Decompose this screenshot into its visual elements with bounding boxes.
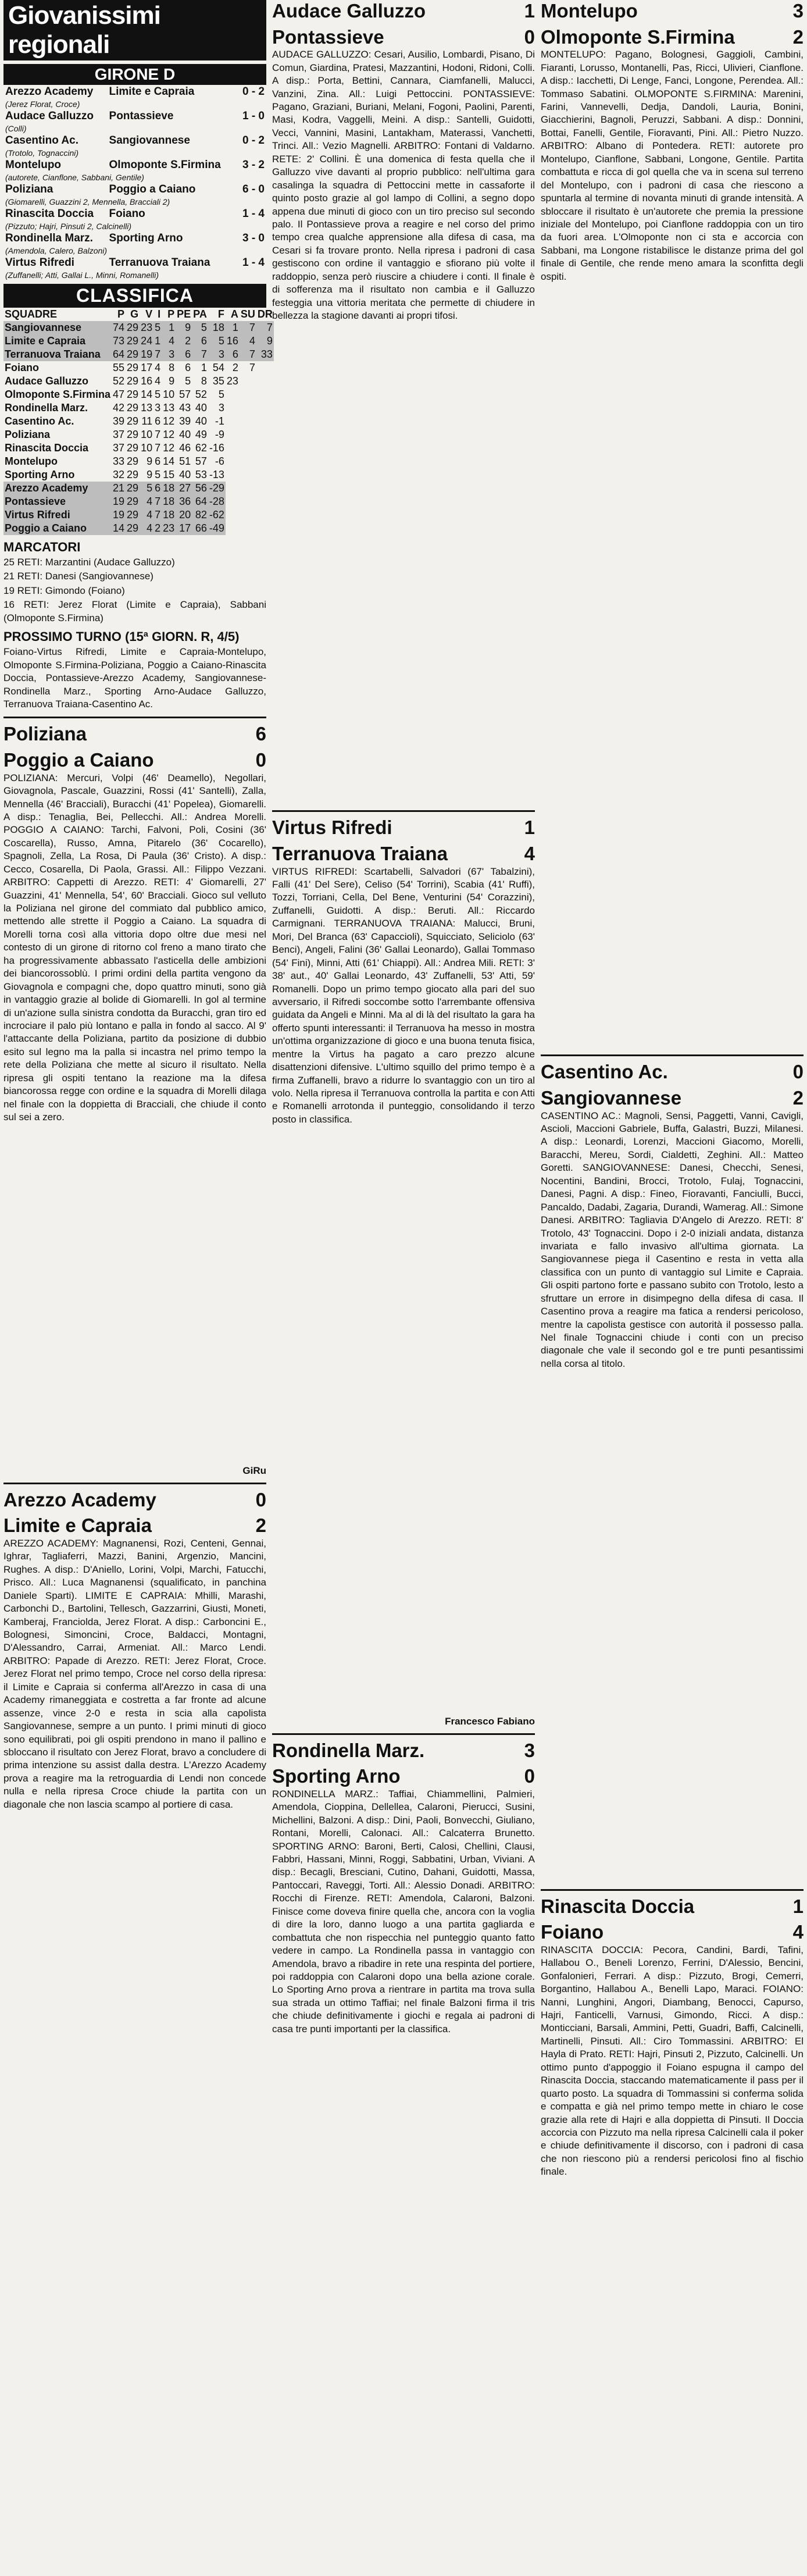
standings-row: Audace Galluzzo 52 29 16 4 9 5 8 35 23: [5, 375, 238, 387]
result-scorers: (Colli): [5, 124, 27, 133]
signature-poliziana: GiRu: [242, 1465, 266, 1476]
standings-header-cell: I: [158, 308, 161, 320]
headline-galluzzo: Audace Galluzzo 1: [272, 0, 535, 22]
article-doccia: RINASCITA DOCCIA: Pecora, Candini, Bardi, Tafini, Hallabou O., Beneli Lorenzo, Ferrini, D'Alessio, Bencini, Gonfalonieri, Ferrari. A disp.: Pizzuto, Brogi, Cemerri, Borgantino, Hallabou A., Benelli Lapo, Maraci. FOIANO: Nanni, Lunghini, Angori, Diambang, Benocci, Capurso, Hajri, Fanticelli, Varnusi, Gimondo, Ricci. A disp.: Monticciani, Barsali, Ammini, Petti, Guadri, Baffi, Calcinelli, Martinelli, Pinsuti. All.: Ciro Tommassini. ARBITRO: El Hayla di Prato. RETI: Hajri, Pinsuti 2, Pizzuto, Calcinelli. Un ottimo punto d'appoggio il Foiano espugna il campo del Rinascita Doccia, staccando matematicamente il pass per il quarto posto. La squadra di Tommassini si conferma solida e compatta e già nel primo tempo mette in chiaro le cose grazie alla rete di Hajri e alla doppietta di Pinsuti. Il Doccia accorcia con Pizzuto ma nella ripresa Calcinelli cala il poker e chiude definitivamente il discorso, con i padroni di casa che non riescono più a rendersi pericolosi fino al fischio finale.: [541, 1944, 804, 2178]
standings-row: Olmoponte S.Firmina 47 29 14 5 10 57 52 5: [5, 389, 224, 400]
standings-row: Sangiovannese 74 29 23 5 1 9 5 18 1 7 7: [5, 322, 273, 333]
result-row: Casentino Ac. Sangiovannese 0 - 2: [5, 134, 265, 147]
headline-virtus: Virtus Rifredi 1: [272, 817, 535, 839]
result-row: Montelupo Olmoponte S.Firmina 3 - 2: [5, 159, 265, 171]
standings-row: Sporting Arno 32 29 9 5 15 40 53 -13: [5, 469, 224, 480]
result-scorers: (Jerez Florat, Croce): [5, 99, 80, 109]
marcatori-line: 25 RETI: Marzantini (Audace Galluzzo): [3, 557, 175, 568]
result-scorers: (Giomarelli, Guazzini 2, Mennella, Bracciali 2): [5, 197, 170, 206]
result-row: Audace Galluzzo Pontassieve 1 - 0: [5, 110, 265, 122]
result-scorers: (autorete, Cianflone, Sabbani, Gentile): [5, 173, 144, 182]
standings-row: Poliziana 37 29 10 7 12 40 49 -9: [5, 429, 224, 440]
standings-header-cell: DR: [257, 308, 273, 320]
result-scorers: (Pizzuto; Hajri, Pinsuti 2, Calcinelli): [5, 222, 132, 231]
headline-doccia: Rinascita Doccia 1: [541, 1895, 804, 1917]
result-row: Rinascita Doccia Foiano 1 - 4: [5, 208, 265, 220]
article-virtus: VIRTUS RIFREDI: Scartabelli, Salvadori (67' Tabalzini), Falli (41' Del Sere), Celiso (54' Torrini), Scabia (41' Ruffi), Tozzi, Torriani, Cella, Del Bene, Venturini (54' Corazzini), Zuffanelli, Guidotti. A disp.: Beruti. All.: Riccardo Carmignani. TERRANUOVA TRAIANA: Malucci, Bruni, Mori, Del Branca (63' Capaccioli), Squicciato, Seliciolo (63' Benci), Angeli, Falini (36' Gallai Leonardo), Gallai Tommaso (54' Fini), Minni, Atti (61' Chiappi). All.: Andrea Mili. RETI: 3' 38' aut., 40' Gallai Leonardo, 43' Zuffanelli, 53' Atti, 59' Romanelli. Dopo un primo tempo giocato alla pari del suo avversario, il Rifredi soccombe sotto l'arrembante offensiva guidata da Angeli e Minni. Ma al di là del risultato la gara ha offerto spunti interessanti: il Terranuova ha messo in mostra un'ottima organizzazione di gioco e una buona tenuta fisica, mentre la Virtus ha pagato a caro prezzo alcune disattenzioni difensive. L'ultimo squillo del primo tempo è a firma Zuffanelli, bravo a ridurre lo svantaggio con un tiro al volo. Nella ripresa il Terranuova controlla la partita e con Atti e Romanelli arrotonda il punteggio, consolidando il terzo posto in classifica.: [272, 865, 535, 1125]
standings-row: Terranuova Traiana 64 29 19 7 3 6 7 3 6 7 33: [5, 348, 273, 360]
marcatori-title: MARCATORI: [3, 540, 81, 554]
result-scorers: (Amendola, Calero, Balzoni): [5, 246, 108, 255]
standings-header-cell: G: [130, 308, 139, 320]
standings-table: [3, 308, 274, 535]
standings-row: Montelupo 33 29 9 6 14 51 57 -6: [5, 455, 224, 467]
result-scorers: (Trotolo, Tognaccini): [5, 148, 79, 158]
prossimo-text: Foiano-Virtus Rifredi, Limite e Capraia-Montelupo, Olmoponte S.Firmina-Poliziana, Poggio a Caiano-Rinascita Doccia, Pontassieve-Arezzo Academy, Sangiovannese-Rondinella Marz., Sporting Arno-Audace Galluzzo, Terranuova Traiana-Casentino Ac.: [3, 646, 266, 710]
column-left: Giovanissimi regionali GIRONE D Arezzo Academy Limite e Capraia 0 - 2 (Jerez Florat, Croce) Audace Galluzzo Pontassieve 1 - 0 (Colli) Casentino Ac. Sangiovannese 0 - 2 (Trotolo, Tognaccini) Montelupo Olmoponte S.Firmina 3 - 2 (autorete, Cianflone, Sabbani, Gentile) Poliziana Poggio a Caiano 6 - 0 (Giomarelli, Guazzini 2, Mennella, Bracciali 2) Rinascita Doccia Foiano 1 - 4 (Pizzuto; Hajri, Pinsuti 2, Calcinelli) Rondinella Marz. Sporting Arno 3 - 0 (Amendola, Calero, Balzoni) Virtus Rifredi Terranuova Traiana 1 - 4 (Zuffanelli; Atti, Gallai L., Minni, Romanelli) CLASSIFICA SQUADRE P G V I P PE PA F A SU DR Sangiovannese 74 29 23 5 1 9 5 18 1 7 7 Limite e Capraia 73 29 24 1 4 2 6 5 16 4 9 Terranuova Traiana 64 29 19 7 3 6 7 3 6 7 33 Foiano 55 29 17 4 8 6 1 54 2 7 Audace Galluzzo 52 29 16 4 9 5 8 35 23 Olmoponte S.Firmina 47 29 14 5 10 57 52 5 Rondinella Marz. 42 29 13 3 13 43 40 3 Casentino Ac. 39 29 11 6 12 39 40 -1 Poliziana 37 29 10 7 12 40 49 -9 Rinascita Doccia 37 29 10 7 12 46 62 -16 Montelupo 33 29 9 6 14 51 57 -6 Sporting Arno 32 29 9 5 15 40 53 -13 Arezzo Academy 21 29 5 6 18 27 56 -29 Pontassieve 19 29 4 7 18 36 64 -28 Virtus Rifredi 19 29 4 7 18 20 82 -62 Poggio a Caiano 14 29 4 2 23 17 66 -49 MARCATORI 25 RETI: Marzantini (Audace Galluzzo) 21 RETI: Danesi (Sangiovannese) 19 RETI: Gimondo (Foiano) 16 RETI: Jerez Florat (Limite e Capraia), Sabbani (Olmoponte S.Firmina) PROSSIMO TURNO (15ª GIORN. R, 4/5) Foiano-Virtus Rifredi, Limite e Capraia-Montelupo, Olmoponte S.Firmina-Poliziana, Poggio a Caiano-Rinascita Doccia, Pontassieve-Arezzo Academy, Sangiovannese-Rondinella Marz., Sporting Arno-Audace Galluzzo, Terranuova Traiana-Casentino Ac. Poliziana 6 Poggio a Caiano 0 POLIZIANA: Mercuri, Volpi (46' Deamello), Negollari, Giovagnola, Pascale, Guazzini, Rossi (41' Santelli), Zalla, Mennella (46' Bracciali), Buracchi (41' Popelea), Giomarelli. A disp.: Tenaglia, Bei, Pellecchi. All.: Andrea Morelli. POGGIO A CAIANO: Tarchi, Falvoni, Poli, Cosini (36' Coscarella), Russo, Amna, Pitarelo (36' Cocarello), Spagnoli, Zella, La Rosa, Di Paula (36' Cristo). A disp.: Cecco, Cosarella, Di Paola, Grassi. All.: Filippo Vezzani. ARBITRO: Cappetti di Arezzo. RETI: 4' Giomarelli, 27' Guazzini, 41' Mennella, 54', 60' Bracciali. Gioco sul velluto la Poliziana nel girone del commiato dal pubblico amico, mettendo alle strette il Poggio a Caiano. La squadra di Morelli torna così alla vittoria dopo oltre due mesi nel contesto di un girone di ritorno col freno a mano tirato che ha progressivamente abbassato l'asticella delle ambizioni dei biancorossoblù. I primi ordini della partita vengono da Giovagnola e compagni che, dopo quattro minuti, sono già in vantaggio grazie al bolide di Giomarelli. In gol al termine di un'azione sulla sinistra condotta da Buracchi, gran tiro ed incrociare il palo più lontano e palla in fondo al sacco. Al 9' l'attaccante della Poliziana, partito da posizione di dubbio esito sul legno ma la palla si incastra nel primo tempo la rete della Poliziana che mette al sicuro il risultato. Nella ripresa gli ospiti tentano la reazione ma la difesa biancorossa regge con ordine e la squadra di Morelli dilaga nel finale con la doppietta di Bracciali, che chiude il conto sul sei a zero. GiRu Arezzo Academy 0 Limite e Capraia 2 AREZZO ACADEMY: Magnanensi, Rozi, Centeni, Gennai, Ighrar, Tagliaferri, Mazzi, Banini, Argenzio, Mancini, Rughes. A disp.: D'Aniello, Lorini, Volpi, Marchi, Fatucchi, Prisco. All.: Luca Magnanensi (squalificato, in panchina Daniele Sparti). LIMITE E CAPRAIA: Mhilli, Marashi, Carbonchi D., Bartolini, Tellesch, Gazzarrini, Giusti, Moneti, Kamberaj, Franciolda, Jerez Florat. A disp.: Carboncini E., Bolognesi, Simoncini, Croce, Baldacci, Montagni, D'Alessandro, Carrai, Armeniat. All.: Marco Lendi. ARBITRO: Papade di Arezzo. RETI: Jerez Florat, Croce. Jerez Florat nel primo tempo, Croce nel corso della ripresa: il Limite e Capraia si conferma all'Arezzo in casa di una Academy rimaneggiata e costretta a far fronte ad alcune assenze, vince 2-0 e resta in scia alla capolista Sangiovannese, sempre a un punto. I primi minuti di gioco sono equilibrati, poi gli ospiti prendono in mano il pallino e sbloccano il risultato con Jerez Florat, bravo a concludere di prima intenzione su assist dalla destra. L'Arezzo Academy prova a reagire ma la retroguardia di Lendi non concede nulla e nella ripresa Croce chiude la partita con un diagonale che non lascia scampo al portiere di casa.: [3, 0, 266, 2265]
results-table: [3, 85, 266, 280]
marcatori-list: [3, 556, 266, 625]
headline-arezzo: Arezzo Academy 0: [3, 1488, 266, 1510]
column-center: Audace Galluzzo 1 Pontassieve 0 AUDACE GALLUZZO: Cesari, Ausilio, Lombardi, Pisano, Di Comun, Giardina, Pratesi, Mazzantini, Hodoni, Ridoni, Colli. A disp.: Porta, Bettini, Cannara, Ciamfanelli, Malucci, Vanzini, Zina. All.: Luigi Pettoccini. PONTASSIEVE: Pagano, Graziani, Buriani, Melani, Fogoni, Paolini, Parenti, Masi, Kodra, Vaggelli, Meini. A disp.: Santelli, Guidotti, Vecci, Vannini, Masini, Lantakham, Materassi, Vanchetti, Trinci. All.: Vezio Magnelli. ARBITRO: Fontani di Valdarno. RETE: 2' Collini. È una domenica di festa quella che il Galluzzo vive davanti al proprio pubblico: nell'ultima gara casalinga la squadra di Pettoccini mette in cassaforte il quinto posto grazie al gol lampo di Collini, a segno dopo appena due minuti di gioco con un tiro preciso sul secondo palo. Il Pontassieve prova a reagire e nel corso del primo tempo crea qualche apprensione alla difesa di casa, ma Cesari si fa trovare pronto. Nella ripresa i padroni di casa gestiscono con ordine il vantaggio e sfiorano più volte il raddoppio, senza però riuscire a chiudere i conti. Il finale è di sofferenza ma il risultato non cambia e il Galluzzo festeggia una vittoria meritata che permette di chiudere in bellezza la stagione davanti ai propri tifosi. Virtus Rifredi 1 Terranuova Traiana 4 VIRTUS RIFREDI: Scartabelli, Salvadori (67' Tabalzini), Falli (41' Del Sere), Celiso (54' Torrini), Scabia (41' Ruffi), Tozzi, Torriani, Cella, Del Bene, Venturini (54' Corazzini), Zuffanelli, Guidotti. A disp.: Beruti. All.: Riccardo Carmignani. TERRANUOVA TRAIANA: Malucci, Bruni, Mori, Del Branca (63' Capaccioli), Squicciato, Seliciolo (63' Benci), Angeli, Falini (36' Gallai Leonardo), Gallai Tommaso (54' Fini), Minni, Atti (61' Chiappi). All.: Andrea Mili. RETI: 3' 38' aut., 40' Gallai Leonardo, 43' Zuffanelli, 53' Atti, 59' Romanelli. Dopo un primo tempo giocato alla pari del suo avversario, il Rifredi soccombe sotto l'arrembante offensiva guidata da Angeli e Minni. Ma al di là del risultato la gara ha offerto spunti interessanti: il Terranuova ha messo in mostra un'ottima organizzazione di gioco e una buona tenuta fisica, mentre la Virtus ha pagato a caro prezzo alcune disattenzioni difensive. L'ultimo squillo del primo tempo è a firma Zuffanelli, bravo a ridurre lo svantaggio con un tiro al volo. Nella ripresa il Terranuova controlla la partita e con Atti e Romanelli arrotonda il punteggio, consolidando il terzo posto in classifica. Francesco Fabiano Rondinella Marz. 3 Sporting Arno 0 RONDINELLA MARZ.: Taffiai, Chiammellini, Palmieri, Amendola, Cioppina, Dellellea, Calaroni, Pierucci, Susini, Michellini, Balzoni. A disp.: Dini, Paoli, Bonvecchi, Giuliano, Rontani, Morelli, Calonaci. All.: Calcaterra Brunetto. SPORTING ARNO: Baroni, Berti, Calosi, Chellini, Clausi, Fabbri, Hassani, Minni, Roggi, Sabbatini, Urban, Viviani. A disp.: Becagli, Bresciani, Cutino, Dahani, Guidotti, Massa, Pantoccari, Raveggi, Torti. All.: Alessio Donadi. ARBITRO: Rocchi di Firenze. RETI: Amendola, Calaroni, Balzoni. Finisce come doveva finire quella che, ancora con la voglia di dire la loro, danno luogo a una partita gagliarda e combattuta che non rispecchia nel punteggio quanto fatto vedere in campo. La Rondinella passa in vantaggio con Amendola, bravo a ribadire in rete una respinta del portiere, poi raddoppia con Calaroni dopo una bella azione corale. Lo Sporting Arno prova a rientrare in partita ma trova sulla sua strada un ottimo Taffiai; nel finale Balzoni firma il tris che chiude definitivamente i giochi e regala ai padroni di casa tre punti importanti per la classifica.: [272, 0, 535, 2574]
result-scorers: (Zuffanelli; Atti, Gallai L., Minni, Romanelli): [5, 270, 159, 280]
standings-header-cell: P: [117, 308, 125, 320]
article-casentino: CASENTINO AC.: Magnoli, Sensi, Paggetti, Vanni, Cavigli, Ascioli, Maccioni Gabriele, Buffa, Galastri, Buzzi, Milanesi. A disp.: Leonardi, Lorenzi, Maccioni Giacomo, Morelli, Baracchi, Mereu, Sordi, Cialdetti, Zeghini. All.: Matteo Goretti. SANGIOVANNESE: Danesi, Checchi, Senesi, Nocentini, Bandini, Brocci, Trotolo, Fulaj, Tognaccini, Danesi, Pagni. A disp.: Fineo, Fioravanti, Fanciulli, Bucci, Pancaldo, Dadabi, Zagaria, Durandi, Wamerag. All.: Simone Danesi. ARBITRO: Tagliavia D'Angelo di Arezzo. RETI: 8' Trotolo, 43' Tognaccini. Dopo i 2-0 iniziali andata, distanza invariata e fallo invasivo all'ultima giornata. La Sangiovannese piega il Casentino e resta in vetta alla classifica con un punto di vantaggio sul Limite e Capraia. Gli ospiti partono forte e passano subito con Trotolo, lesto a sfruttare un errore in disimpegno della difesa di casa. Il Casentino prova a reagire ma fatica a rendersi pericoloso, mentre la capolista gestisce con autorità il possesso palla. Nel finale Tognaccini chiude i conti con un preciso diagonale che vale il secondo gol e tre punti pesantissimi nella corsa al titolo.: [541, 1110, 804, 1369]
article-arezzo: AREZZO ACADEMY: Magnanensi, Rozi, Centeni, Gennai, Ighrar, Tagliaferri, Mazzi, Banini, Argenzio, Mancini, Rughes. A disp.: D'Aniello, Lorini, Volpi, Marchi, Fatucchi, Prisco. All.: Luca Magnanensi (squalificato, in panchina Daniele Sparti). LIMITE E CAPRAIA: Mhilli, Marashi, Carbonchi D., Bartolini, Tellesch, Gazzarrini, Giusti, Moneti, Kamberaj, Franciolda, Jerez Florat. A disp.: Carboncini E., Bolognesi, Simoncini, Croce, Baldacci, Montagni, D'Alessandro, Carrai, Armeniat. All.: Marco Lendi. ARBITRO: Papade di Arezzo. RETI: Jerez Florat, Croce. Jerez Florat nel primo tempo, Croce nel corso della ripresa: il Limite e Capraia si conferma all'Arezzo in casa di una Academy rimaneggiata e costretta a far fronte ad alcune assenze, vince 2-0 e resta in scia alla capolista Sangiovannese, sempre a un punto. I primi minuti di gioco sono equilibrati, poi gli ospiti prendono in mano il pallino e sbloccano il risultato con Jerez Florat, bravo a concludere di prima intenzione su assist dalla destra. L'Arezzo Academy prova a reagire ma la retroguardia di Lendi non concede nulla e nella ripresa Croce chiude la partita con un diagonale che non lascia scampo al portiere di casa.: [3, 1537, 266, 1810]
standings-header-cell: F: [217, 308, 224, 320]
standings-header-cell: SQUADRE: [5, 308, 58, 320]
standings-header-cell: V: [145, 308, 153, 320]
marcatori-line: 16 RETI: Jerez Florat (Limite e Capraia), Sabbani (Olmoponte S.Firmina): [3, 599, 266, 623]
article-poliziana: POLIZIANA: Mercuri, Volpi (46' Deamello), Negollari, Giovagnola, Pascale, Guazzini, Rossi (41' Santelli), Zalla, Mennella (46' Bracciali), Buracchi (41' Popelea), Giomarelli. A disp.: Tenaglia, Bei, Pellecchi. All.: Andrea Morelli. POGGIO A CAIANO: Tarchi, Falvoni, Poli, Cosini (36' Coscarella), Russo, Amna, Pitarelo (36' Cocarello), Spagnoli, Zella, La Rosa, Di Paula (36' Cristo). A disp.: Cecco, Cosarella, Di Paola, Grassi. All.: Filippo Vezzani. ARBITRO: Cappetti di Arezzo. RETI: 4' Giomarelli, 27' Guazzini, 41' Mennella, 54', 60' Bracciali. Gioco sul velluto la Poliziana nel girone del commiato dal pubblico amico, mettendo alle strette il Poggio a Caiano. La squadra di Morelli torna così alla vittoria dopo oltre due mesi nel contesto di un girone di ritorno col freno a mano tirato che ha progressivamente abbassato l'asticella delle ambizioni dei biancorossoblù. I primi ordini della partita vengono da Giovagnola e compagni che, dopo quattro minuti, sono già in vantaggio grazie al bolide di Giomarelli. In gol al termine di un'azione sulla sinistra condotta da Buracchi, gran tiro ed incrociare il palo più lontano e palla in fondo al sacco. Al 9' l'attaccante della Poliziana, partito da posizione di dubbio esito sul legno ma la palla si incastra nel primo tempo la rete della Poliziana che mette al sicuro il risultato. Nella ripresa gli ospiti tentano la reazione ma la difesa biancorossa regge con ordine e la squadra di Morelli dilaga nel finale con la doppietta di Bracciali, che chiude il conto sul sei a zero.: [3, 772, 266, 1123]
girone-header: GIRONE D: [3, 64, 266, 85]
marcatori-line: 21 RETI: Danesi (Sangiovannese): [3, 571, 153, 582]
marcatori-line: 19 RETI: Gimondo (Foiano): [3, 585, 125, 596]
article-rondinella: RONDINELLA MARZ.: Taffiai, Chiammellini, Palmieri, Amendola, Cioppina, Dellellea, Calaroni, Pierucci, Susini, Michellini, Balzoni. A disp.: Dini, Paoli, Bonvecchi, Giuliano, Rontani, Morelli, Calonaci. All.: Calcaterra Brunetto. SPORTING ARNO: Baroni, Berti, Calosi, Chellini, Clausi, Fabbri, Hassani, Minni, Roggi, Sabbatini, Urban, Viviani. A disp.: Becagli, Bresciani, Cutino, Dahani, Guidotti, Massa, Pantoccari, Raveggi, Torti. All.: Alessio Donadi. ARBITRO: Rocchi di Firenze. RETI: Amendola, Calaroni, Balzoni. Finisce come doveva finire quella che, ancora con la voglia di dire la loro, danno luogo a una partita gagliarda e combattuta che non rispecchia nel punteggio quanto fatto vedere in campo. La Rondinella passa in vantaggio con Amendola, bravo a ribadire in rete una respinta del portiere, poi raddoppia con Calaroni dopo una bella azione corale. Lo Sporting Arno prova a rientrare in partita ma trova sulla sua strada un ottimo Taffiai; nel finale Balzoni firma il tris che chiude definitivamente i giochi e regala ai padroni di casa tre punti importanti per la classifica.: [272, 1788, 535, 2035]
standings-header-cell: PA: [193, 308, 207, 320]
standings-row: Limite e Capraia 73 29 24 1 4 2 6 5 16 4 9: [5, 335, 273, 347]
classifica-header: CLASSIFICA: [3, 284, 266, 308]
result-row: Rondinella Marz. Sporting Arno 3 - 0: [5, 232, 265, 244]
signature-virtus: Francesco Fabiano: [445, 1715, 535, 1727]
headline-casentino: Casentino Ac. 0: [541, 1061, 804, 1083]
headline-montelupo: Montelupo 3: [541, 0, 804, 22]
section-banner: Giovanissimi regionali: [3, 0, 266, 60]
standings-header-cell: SU: [240, 308, 255, 320]
standings-header-cell: A: [230, 308, 238, 320]
standings-row: Rondinella Marz. 42 29 13 3 13 43 40 3: [5, 402, 224, 414]
headline-rondinella: Rondinella Marz. 3: [272, 1739, 535, 1761]
standings-row: Pontassieve 19 29 4 7 18 36 64 -28: [5, 496, 224, 507]
standings-header-cell: PE: [177, 308, 191, 320]
standings-row: Casentino Ac. 39 29 11 6 12 39 40 -1: [5, 415, 224, 427]
standings-row: Arezzo Academy 21 29 5 6 18 27 56 -29: [5, 482, 224, 494]
article-galluzzo: AUDACE GALLUZZO: Cesari, Ausilio, Lombardi, Pisano, Di Comun, Giardina, Pratesi, Mazzantini, Hodoni, Ridoni, Colli. A disp.: Porta, Bettini, Cannara, Ciamfanelli, Malucci, Vanzini, Zina. All.: Luigi Pettoccini. PONTASSIEVE: Pagano, Graziani, Buriani, Melani, Fogoni, Paolini, Parenti, Masi, Kodra, Vaggelli, Meini. A disp.: Santelli, Guidotti, Vecci, Vannini, Masini, Lantakham, Materassi, Vanchetti, Trinci. All.: Vezio Magnelli. ARBITRO: Fontani di Valdarno. RETE: 2' Collini. È una domenica di festa quella che il Galluzzo vive davanti al proprio pubblico: nell'ultima gara casalinga la squadra di Pettoccini mette in cassaforte il quinto posto grazie al gol lampo di Collini, a segno dopo appena due minuti di gioco con un tiro preciso sul secondo palo. Il Pontassieve prova a reagire e nel corso del primo tempo crea qualche apprensione alla difesa di casa, ma Cesari si fa trovare pronto. Nella ripresa i padroni di casa gestiscono con ordine il vantaggio e sfiorano più volte il raddoppio, senza però riuscire a chiudere i conti. Il finale è di sofferenza ma il risultato non cambia e il Galluzzo festeggia una vittoria meritata che permette di chiudere in bellezza la stagione davanti ai propri tifosi.: [272, 49, 535, 322]
headline-poliziana: Poliziana 6: [3, 723, 266, 745]
standings-row: Poggio a Caiano 14 29 4 2 23 17 66 -49: [5, 522, 224, 534]
standings-header-cell: P: [167, 308, 175, 320]
article-montelupo: MONTELUPO: Pagano, Bolognesi, Gaggioli, Cambini, Fiaranti, Lorusso, Montanelli, Pas, Ricci, Ulivieri, Cianflone. A disp.: Iacchetti, Di Lenge, Fanci, Longone, Perendea. All.: Tommaso Sabatini. OLMOPONTE S.FIRMINA: Marenini, Farini, Vannevelli, Dedja, Dandoli, Lauria, Bonini, Giacchierini, Bagnoli, Peruzzi, Sabbani. A disp.: Donnini, Bottai, Fanelli, Gentile, Fioravanti, Pini. All.: Pietro Nuzzo. ARBITRO: Albano di Pontedera. RETI: autorete pro Montelupo, Cianflone, Sabbani, Longone, Gentile. Partita combattuta e ricca di gol quella che va in scena sul terreno del Montelupo, con i padroni di casa che riescono a spuntarla al termine di novanta minuti di grande intensità. A sbloccare il risultato è un'autorete che premia la pressione iniziale del Montelupo, poi Cianflone raddoppia con un tiro da fuori area. L'Olmoponte non ci sta e accorcia con Sabbani, ma Longone ristabilisce le distanze prima del gol finale di Gentile, che rende meno amara la sconfitta degli ospiti.: [541, 49, 804, 282]
standings-row: Foiano 55 29 17 4 8 6 1 54 2 7: [5, 362, 255, 373]
result-row: Arezzo Academy Limite e Capraia 0 - 2: [5, 85, 265, 98]
result-row: Virtus Rifredi Terranuova Traiana 1 - 4: [5, 256, 265, 269]
result-row: Poliziana Poggio a Caiano 6 - 0: [5, 183, 265, 195]
standings-row: Virtus Rifredi 19 29 4 7 18 20 82 -62: [5, 509, 224, 521]
prossimo-title: PROSSIMO TURNO (15ª GIORN. R, 4/5): [3, 629, 240, 644]
column-right: Montelupo 3 Olmoponte S.Firmina 2 MONTELUPO: Pagano, Bolognesi, Gaggioli, Cambini, Fiaranti, Lorusso, Montanelli, Pas, Ricci, Ulivieri, Cianflone. A disp.: Iacchetti, Di Lenge, Fanci, Longone, Perendea. All.: Tommaso Sabatini. OLMOPONTE S.FIRMINA: Marenini, Farini, Vannevelli, Dedja, Dandoli, Lauria, Bonini, Giacchierini, Bagnoli, Peruzzi, Sabbani. A disp.: Donnini, Bottai, Fanelli, Gentile, Fioravanti, Pini. All.: Pietro Nuzzo. ARBITRO: Albano di Pontedera. RETI: autorete pro Montelupo, Cianflone, Sabbani, Longone, Gentile. Partita combattuta e ricca di gol quella che va in scena sul terreno del Montelupo, con i padroni di casa che riescono a spuntarla al termine di novanta minuti di grande intensità. A sbloccare il risultato è un'autorete che premia la pressione iniziale del Montelupo, poi Cianflone raddoppia con un tiro da fuori area. L'Olmoponte non ci sta e accorcia con Sabbani, ma Longone ristabilisce le distanze prima del gol finale di Gentile, che rende meno amara la sconfitta degli ospiti. Casentino Ac. 0 Sangiovannese 2 CASENTINO AC.: Magnoli, Sensi, Paggetti, Vanni, Cavigli, Ascioli, Maccioni Gabriele, Buffa, Galastri, Buzzi, Milanesi. A disp.: Leonardi, Lorenzi, Maccioni Giacomo, Morelli, Baracchi, Mereu, Sordi, Cialdetti, Zeghini. All.: Matteo Goretti. SANGIOVANNESE: Danesi, Checchi, Senesi, Nocentini, Bandini, Brocci, Trotolo, Fulaj, Tognaccini, Danesi, Pagni. A disp.: Fineo, Fioravanti, Fanciulli, Bucci, Pancaldo, Dadabi, Zagaria, Durandi, Wamerag. All.: Simone Danesi. ARBITRO: Tagliavia D'Angelo di Arezzo. RETI: 8' Trotolo, 43' Tognaccini. Dopo i 2-0 iniziali andata, distanza invariata e fallo invasivo all'ultima giornata. La Sangiovannese piega il Casentino e resta in vetta alla classifica con un punto di vantaggio sul Limite e Capraia. Gli ospiti partono forte e passano subito con Trotolo, lesto a sfruttare un errore in disimpegno della difesa di casa. Il Casentino prova a reagire ma fatica a rendersi pericoloso, mentre la capolista gestisce con autorità il possesso palla. Nel finale Tognaccini chiude i conti con un preciso diagonale che vale il secondo gol e tre punti pesantissimi nella corsa al titolo. Rinascita Doccia 1 Foiano 4 RINASCITA DOCCIA: Pecora, Candini, Bardi, Tafini, Hallabou O., Beneli Lorenzo, Ferrini, D'Alessio, Bencini, Gonfalonieri, Ferrari. A disp.: Pizzuto, Brogi, Cemerri, Borgantino, Hallabou A., Benelli Lapo, Maraci. FOIANO: Nanni, Lunghini, Angori, Diambang, Benocci, Capurso, Hajri, Fanticelli, Varnusi, Gimondo, Ricci. A disp.: Monticciani, Barsali, Ammini, Petti, Guadri, Baffi, Calcinelli, Martinelli, Pinsuti. All.: Ciro Tommassini. ARBITRO: El Hayla di Prato. RETI: Hajri, Pinsuti 2, Pizzuto, Calcinelli. Un ottimo punto d'appoggio il Foiano espugna il campo del Rinascita Doccia, staccando matematicamente il pass per il quarto posto. La squadra di Tommassini si conferma solida e compatta e già nel primo tempo mette in chiaro le cose grazie alla rete di Hajri e alla doppietta di Pinsuti. Il Doccia accorcia con Pizzuto ma nella ripresa Calcinelli cala il poker e chiude definitivamente il discorso, con i padroni di casa che non riescono più a rendersi pericolosi fino al fischio finale.: [541, 0, 804, 2527]
standings-row: Rinascita Doccia 37 29 10 7 12 46 62 -16: [5, 442, 224, 454]
